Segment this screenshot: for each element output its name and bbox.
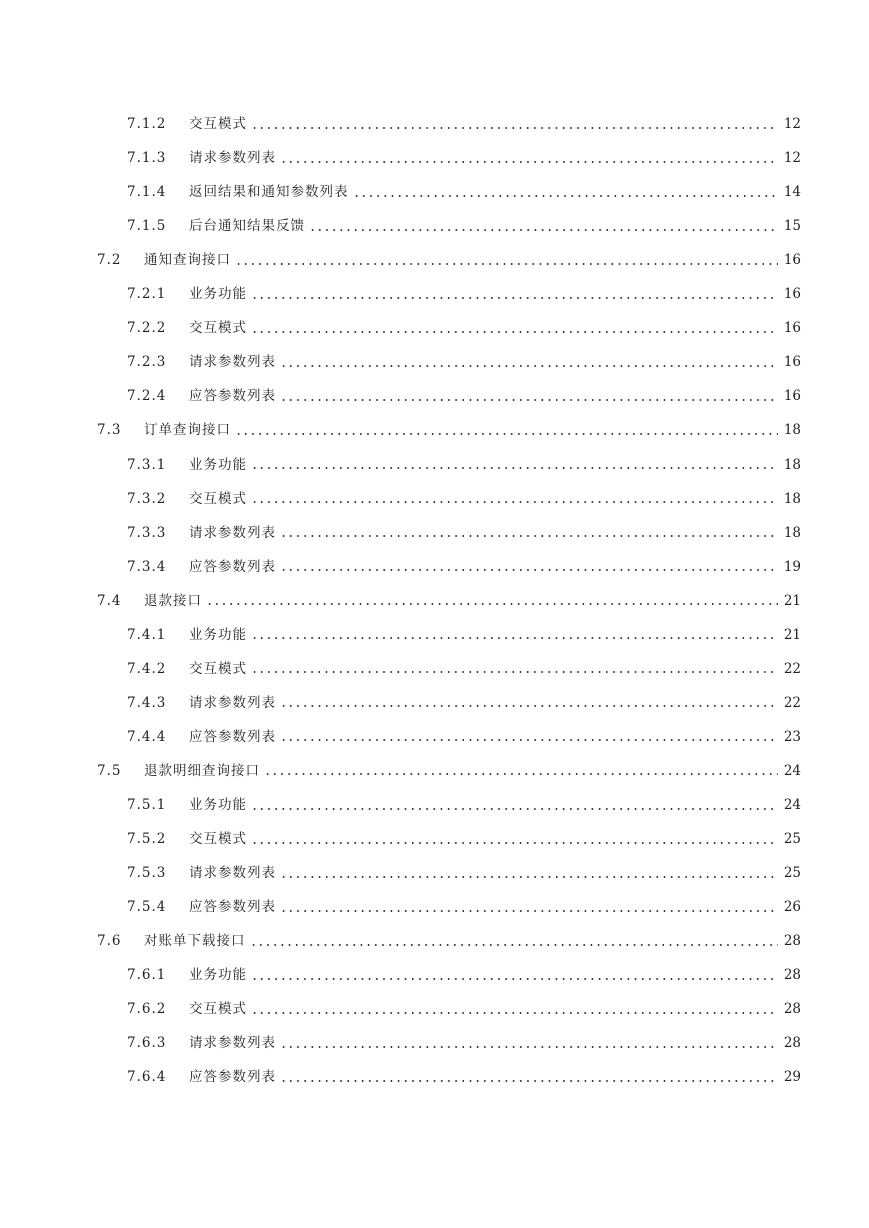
toc-entry-page-number: 18 — [783, 490, 801, 507]
toc-entry-title: 退款接口 — [144, 592, 202, 609]
toc-entry-page-number: 21 — [783, 592, 801, 609]
toc-entry-number: 7.6 — [97, 933, 122, 950]
toc-entry-title: 交互模式 — [189, 831, 247, 848]
toc-entry-page-number: 16 — [783, 388, 801, 405]
toc-entry[interactable] — [127, 998, 801, 1020]
toc-entry-page-number: 16 — [783, 252, 801, 269]
toc-entry-page-number: 16 — [783, 354, 801, 371]
toc-entry-page-number: 28 — [783, 1001, 801, 1018]
toc-entry[interactable] — [127, 964, 801, 986]
dot-leader — [251, 842, 778, 844]
dot-leader — [280, 705, 778, 707]
dot-leader — [235, 433, 778, 435]
toc-entry-title: 请求参数列表 — [189, 1035, 276, 1052]
toc-entry-title: 交互模式 — [189, 320, 247, 337]
toc-entry-number: 7.6.2 — [127, 1001, 167, 1018]
toc-entry-page-number: 25 — [783, 831, 801, 848]
toc-entry[interactable] — [127, 522, 801, 544]
toc-entry-number: 7.1.2 — [127, 116, 167, 132]
toc-entry-page-number: 22 — [783, 660, 801, 677]
toc-entry-number: 7.6.3 — [127, 1035, 167, 1052]
toc-entry-title: 请求参数列表 — [189, 524, 276, 541]
toc-entry-number: 7.6.4 — [127, 1069, 167, 1086]
dot-leader — [353, 195, 778, 197]
dot-leader — [280, 569, 778, 571]
toc-entry-page-number: 22 — [783, 694, 801, 711]
dot-leader — [280, 161, 778, 163]
toc-entry[interactable] — [127, 1032, 801, 1054]
dot-leader — [280, 1046, 778, 1048]
dot-leader — [309, 229, 778, 231]
toc-entry-title: 应答参数列表 — [189, 1069, 276, 1086]
toc-entry-number: 7.5.1 — [127, 797, 167, 813]
toc-entry-number: 7.4.1 — [127, 626, 167, 643]
toc-entry-title: 应答参数列表 — [189, 899, 276, 916]
toc-entry-page-number: 26 — [783, 899, 801, 916]
dot-leader — [280, 399, 778, 401]
toc-entry-title: 业务功能 — [189, 967, 247, 984]
toc-entry-number: 7.2.2 — [127, 320, 167, 337]
dot-leader — [235, 263, 778, 265]
dot-leader — [264, 773, 778, 775]
toc-entry-page-number: 19 — [783, 558, 801, 575]
toc-entry[interactable] — [127, 488, 801, 510]
dot-leader — [280, 739, 778, 741]
toc-entry-title: 返回结果和通知参数列表 — [189, 184, 349, 201]
toc-entry[interactable] — [127, 215, 801, 237]
toc-entry-title: 请求参数列表 — [189, 354, 276, 371]
toc-entry[interactable] — [97, 930, 801, 952]
toc-entry-page-number: 18 — [783, 456, 801, 473]
toc-entry-page-number: 16 — [783, 286, 801, 303]
toc-entry-page-number: 24 — [783, 797, 801, 813]
toc-entry-number: 7.5.4 — [127, 899, 167, 916]
toc-entry[interactable] — [127, 726, 801, 748]
dot-leader — [251, 808, 778, 810]
toc-entry-number: 7.3.3 — [127, 524, 167, 541]
toc-entry-number: 7.4.4 — [127, 728, 167, 745]
toc-entry[interactable] — [127, 317, 801, 339]
dot-leader — [251, 637, 778, 639]
toc-entry[interactable] — [127, 147, 801, 169]
toc-entry[interactable] — [97, 419, 801, 441]
toc-entry-title: 应答参数列表 — [189, 728, 276, 745]
dot-leader — [250, 944, 778, 946]
toc-entry[interactable] — [127, 556, 801, 578]
toc-entry-title: 应答参数列表 — [189, 558, 276, 575]
toc-entry-title: 交互模式 — [189, 660, 247, 677]
toc-entry-page-number: 25 — [783, 865, 801, 882]
toc-entry[interactable] — [127, 1066, 801, 1088]
dot-leader — [251, 978, 778, 980]
dot-leader — [280, 535, 778, 537]
toc-entry-page-number: 29 — [783, 1069, 801, 1086]
toc-entry[interactable] — [127, 896, 801, 918]
dot-leader — [280, 1080, 778, 1082]
toc-entry-title: 对账单下载接口 — [144, 933, 246, 950]
toc-entry-number: 7.3 — [97, 422, 122, 439]
toc-entry[interactable] — [127, 351, 801, 373]
toc-entry-number: 7.2.1 — [127, 286, 167, 303]
toc-entry[interactable] — [127, 692, 801, 714]
toc-entry-title: 业务功能 — [189, 626, 247, 643]
toc-entry-page-number: 28 — [783, 933, 801, 950]
toc-entry-title: 后台通知结果反馈 — [189, 218, 305, 235]
toc-entry[interactable] — [97, 760, 801, 782]
toc-entry[interactable] — [127, 283, 801, 305]
toc-entry-number: 7.3.1 — [127, 456, 167, 473]
toc-entry[interactable] — [127, 454, 801, 476]
toc-entry-page-number: 18 — [783, 422, 801, 439]
toc-entry-title: 业务功能 — [189, 456, 247, 473]
toc-entry[interactable] — [97, 590, 801, 612]
toc-entry[interactable] — [127, 181, 801, 203]
toc-entry-number: 7.3.4 — [127, 558, 167, 575]
dot-leader — [251, 501, 778, 503]
toc-entry-page-number: 23 — [783, 728, 801, 745]
dot-leader — [251, 127, 778, 129]
toc-entry[interactable] — [127, 828, 801, 850]
toc-entry[interactable] — [127, 862, 801, 884]
toc-entry-number: 7.1.5 — [127, 218, 167, 235]
toc-entry-title: 应答参数列表 — [189, 388, 276, 405]
toc-entry-title: 订单查询接口 — [144, 422, 231, 439]
toc-entry-title: 交互模式 — [189, 490, 247, 507]
toc-entry[interactable] — [127, 624, 801, 646]
toc-entry-page-number: 28 — [783, 967, 801, 984]
toc-entry-title: 交互模式 — [189, 116, 247, 132]
toc-entry-title: 通知查询接口 — [144, 252, 231, 269]
toc-entry-number: 7.6.1 — [127, 967, 167, 984]
toc-entry-page-number: 16 — [783, 320, 801, 337]
toc-entry-title: 业务功能 — [189, 797, 247, 813]
toc-entry-number: 7.5 — [97, 762, 122, 779]
toc-entry[interactable] — [97, 249, 801, 271]
toc-entry-page-number: 14 — [783, 184, 801, 201]
toc-entry-page-number: 12 — [783, 116, 801, 132]
dot-leader — [251, 297, 778, 299]
dot-leader — [251, 671, 778, 673]
toc-entry[interactable] — [127, 385, 801, 407]
dot-leader — [251, 467, 778, 469]
toc-entry-number: 7.4 — [97, 592, 122, 609]
toc-entry[interactable] — [127, 658, 801, 680]
dot-leader — [280, 365, 778, 367]
dot-leader — [206, 603, 778, 605]
toc-entry-number: 7.5.3 — [127, 865, 167, 882]
toc-entry-page-number: 12 — [783, 150, 801, 167]
toc-entry-number: 7.2 — [97, 252, 122, 269]
toc-entry-number: 7.5.2 — [127, 831, 167, 848]
toc-entry-title: 退款明细查询接口 — [144, 762, 260, 779]
toc-entry[interactable] — [127, 113, 801, 135]
toc-entry-title: 请求参数列表 — [189, 150, 276, 167]
toc-entry-page-number: 18 — [783, 524, 801, 541]
dot-leader — [251, 1012, 778, 1014]
toc-entry-title: 交互模式 — [189, 1001, 247, 1018]
dot-leader — [251, 331, 778, 333]
toc-entry-number: 7.1.4 — [127, 184, 167, 201]
toc-entry-number: 7.2.3 — [127, 354, 167, 371]
toc-entry-page-number: 24 — [783, 762, 801, 779]
toc-entry-title: 请求参数列表 — [189, 865, 276, 882]
toc-entry-title: 请求参数列表 — [189, 694, 276, 711]
toc-entry-number: 7.4.3 — [127, 694, 167, 711]
dot-leader — [280, 876, 778, 878]
toc-entry[interactable] — [127, 794, 801, 816]
dot-leader — [280, 910, 778, 912]
toc-entry-number: 7.4.2 — [127, 660, 167, 677]
toc-entry-page-number: 15 — [783, 218, 801, 235]
toc-entry-title: 业务功能 — [189, 286, 247, 303]
toc-entry-page-number: 28 — [783, 1035, 801, 1052]
toc-entry-page-number: 21 — [783, 626, 801, 643]
toc-entry-number: 7.3.2 — [127, 490, 167, 507]
toc-entry-number: 7.2.4 — [127, 388, 167, 405]
toc-entry-number: 7.1.3 — [127, 150, 167, 167]
